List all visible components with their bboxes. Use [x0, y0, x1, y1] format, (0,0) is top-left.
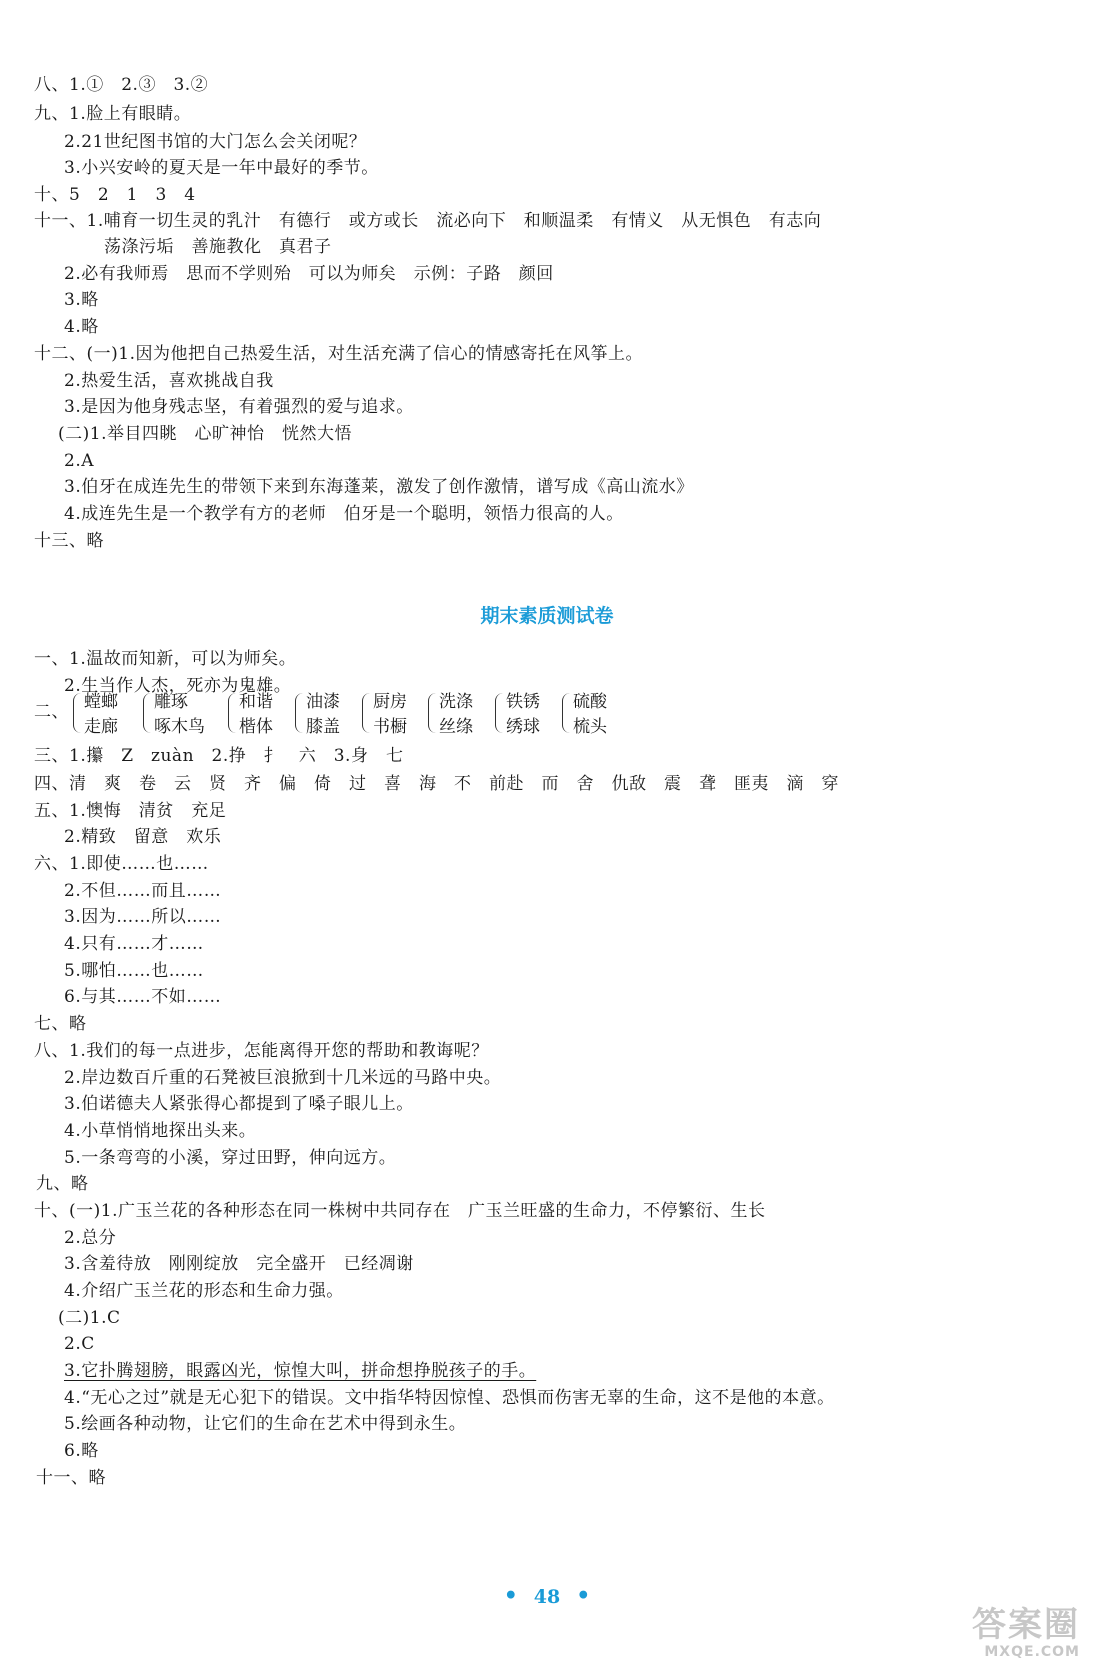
answer-line: 4.“无心之过”就是无心犯下的错误。文中指华特因惊惶、恐惧而伤害无辜的生命，这不是他的本意。: [64, 1388, 835, 1408]
answer-line: 5.绘画各种动物，让它们的生命在艺术中得到永生。: [64, 1414, 467, 1434]
answer-line: 2.A: [64, 451, 94, 471]
word-pairs-row: [0, 691, 1094, 741]
answer-line: 十三、略: [34, 531, 104, 551]
answer-line: 九、略: [36, 1174, 89, 1194]
answer-line: 2.精致 留意 欢乐: [64, 827, 222, 847]
answer-line: 3.因为……所以……: [64, 907, 222, 927]
answer-line: 3.小兴安岭的夏天是一年中最好的季节。: [64, 158, 379, 178]
answer-line: 荡涤污垢 善施教化 真君子: [104, 237, 332, 257]
pair-top: 油漆: [306, 692, 340, 712]
answer-line: 3.是因为他身残志坚，有着强烈的爱与追求。: [64, 397, 414, 417]
pair-top: 硫酸: [573, 692, 607, 712]
brace: [428, 693, 436, 733]
section-title: 期末素质测试卷: [480, 605, 614, 627]
pair-bottom: 走廊: [84, 717, 118, 737]
answer-line: 四、清 爽 卷 云 贤 齐 偏 倚 过 喜 海 不 前赴 而 舍 仇敌 震 聋 匪夷 滴 穿: [34, 774, 839, 794]
answer-line: (二)1.举目四眺 心旷神怡 恍然大悟: [58, 424, 352, 444]
watermark-logo: [930, 1606, 1080, 1664]
answer-line: 三、1.攥 Z zuàn 2.挣 扌 六 3.身 七: [34, 746, 404, 766]
answer-line: 6.略: [64, 1441, 99, 1461]
answer-line: 3.伯牙在成连先生的带领下来到东海蓬莱，激发了创作激情，谱写成《高山流水》: [64, 477, 694, 497]
answer-line: 九、1.脸上有眼睛。: [34, 104, 192, 124]
answer-line: 4.略: [64, 317, 99, 337]
pair-bottom: 啄木鸟: [154, 717, 205, 737]
part2-label: 二、: [34, 702, 69, 722]
answer-line: 4.只有……才……: [64, 934, 204, 954]
pair-bottom: 书橱: [373, 717, 407, 737]
pair-bottom: 绣球: [506, 717, 540, 737]
answer-line: 2.不但……而且……: [64, 881, 222, 901]
answer-line: 五、1.懊悔 清贫 充足: [34, 801, 227, 821]
answer-line: 2.热爱生活，喜欢挑战自我: [64, 371, 274, 391]
answer-line: 八、1.① 2.③ 3.②: [34, 75, 209, 95]
answer-line: 十二、(一)1.因为他把自己热爱生活，对生活充满了信心的情感寄托在风筝上。: [34, 344, 643, 364]
brace: [362, 693, 370, 733]
pair-top: 厨房: [373, 692, 407, 712]
answer-line: 十、(一)1.广玉兰花的各种形态在同一株树中共同存在 广玉兰旺盛的生命力，不停繁衍、生长: [34, 1201, 766, 1221]
answer-line: 十一、1.哺育一切生灵的乳汁 有德行 或方或长 流必向下 和顺温柔 有情义 从无惧色 有志向: [34, 211, 822, 231]
answer-line-underlined: 3.它扑腾翅膀，眼露凶光，惊惶大叫，拼命想挣脱孩子的手。: [64, 1361, 537, 1381]
answer-line: 3.伯诺德夫人紧张得心都提到了嗓子眼儿上。: [64, 1094, 414, 1114]
answer-line: 七、略: [34, 1014, 87, 1034]
answer-line: 十一、略: [36, 1468, 106, 1488]
watermark-title: 答案圈: [972, 1605, 1080, 1645]
pair-bottom: 梳头: [573, 717, 607, 737]
answer-line: 3.含羞待放 刚刚绽放 完全盛开 已经凋谢: [64, 1254, 414, 1274]
answer-line: 一、1.温故而知新，可以为师矣。: [34, 649, 297, 669]
pair-top: 洗涤: [439, 692, 473, 712]
answer-line: 六、1.即使……也……: [34, 854, 209, 874]
brace: [295, 693, 303, 733]
pair-bottom: 膝盖: [306, 717, 340, 737]
answer-line: 八、1.我们的每一点进步，怎能离得开您的帮助和教诲呢？: [34, 1041, 489, 1061]
answer-line: 2.必有我师焉 思而不学则殆 可以为师矣 示例：子路 颜回: [64, 264, 554, 284]
brace: [73, 693, 81, 733]
answer-line: 2.总分: [64, 1228, 117, 1248]
brace: [495, 693, 503, 733]
answer-line: 4.小草悄悄地探出头来。: [64, 1121, 257, 1141]
watermark-url: MXQE.COM: [984, 1644, 1080, 1660]
brace: [562, 693, 570, 733]
answer-line: 2.C: [64, 1334, 95, 1354]
answer-line: 2.岸边数百斤重的石凳被巨浪掀到十几米远的马路中央。: [64, 1068, 502, 1088]
brace: [143, 693, 151, 733]
bullet-icon: •: [503, 1583, 518, 1609]
pair-bottom: 楷体: [239, 717, 273, 737]
pair-top: 雕琢: [154, 692, 188, 712]
answer-line: 4.成连先生是一个教学有方的老师 伯牙是一个聪明，领悟力很高的人。: [64, 504, 624, 524]
answer-line: 2.21世纪图书馆的大门怎么会关闭呢？: [64, 132, 367, 152]
answer-line: 2.生当作人杰，死亦为鬼雄。: [64, 676, 292, 696]
answer-line: 3.略: [64, 290, 99, 310]
answer-line: 4.介绍广玉兰花的形态和生命力强。: [64, 1281, 344, 1301]
pair-top: 和谐: [239, 692, 273, 712]
answer-line: 5.一条弯弯的小溪，穿过田野，伸向远方。: [64, 1148, 397, 1168]
page-number-value: 48: [533, 1586, 561, 1608]
answer-line: 十、5 2 1 3 4: [34, 185, 196, 205]
answer-line: (二)1.C: [58, 1308, 121, 1328]
answer-line: 6.与其……不如……: [64, 987, 222, 1007]
pair-top: 螳螂: [84, 692, 118, 712]
pair-bottom: 丝绦: [439, 717, 473, 737]
answer-line: 5.哪怕……也……: [64, 961, 204, 981]
bullet-icon: •: [576, 1583, 591, 1609]
brace: [228, 693, 236, 733]
pair-top: 铁锈: [506, 692, 540, 712]
